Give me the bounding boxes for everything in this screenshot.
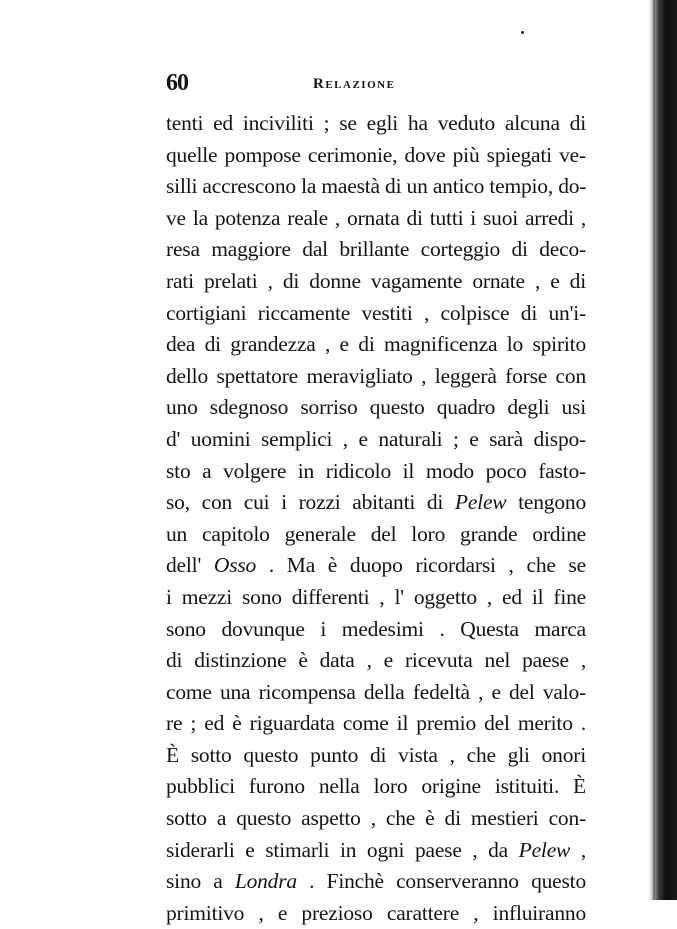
page-number: 60 [166,70,188,96]
text-line-1: tenti ed inciviliti ; se egli ha veduto alcuna di [166,111,586,135]
text-line-13-end: tengono [506,490,587,515]
text-line-21: È sotto questo punto di vista , che gli onori [166,742,586,767]
text-line-6: rati prelati , di donne vagamente ornate , e di [166,268,586,293]
text-line-2: quelle pompose cerimonie, dove più spiegati ve- [166,142,586,167]
text-line-15-end: . Ma è duopo ricordarsi , che se [256,553,586,578]
text-line-7: cortigiani riccamente vestiti , colpisce di un'i- [166,300,586,325]
text-line-26: primitivo , e prezioso carattere , influiranno [166,900,586,925]
text-line-25 [166,866,586,898]
text-line-11: d' uomini semplici , e naturali ; e sarà dispo- [166,426,586,451]
text-line-16: i mezzi sono differenti , l' oggetto , ed il fine [166,584,586,609]
text-line-19: come una ricompensa della fedeltà , e del valo- [166,679,586,704]
text-line-5: resa maggiore dal brillante corteggio di deco- [166,237,586,262]
text-line-9: dello spettatore meravigliato , leggerà forse con [166,363,586,388]
text-line-25-start: sino a [166,869,235,894]
text-line-23: sotto a questo aspetto , che è di mestieri con- [166,806,586,831]
text-line-24-start: siderarli e stimarli in ogni paese , da [166,837,519,862]
order-name-osso: Osso [213,553,257,578]
text-line-25-end: . Finchè conserveranno questo [296,869,587,894]
text-line-10: uno sdegnoso sorriso questo quadro degli usi [166,395,586,420]
text-line-14: un capitolo generale del loro grande ordine [166,521,586,546]
text-line-22: pubblici furono nella loro origine istituiti. È [166,774,586,799]
text-line-15-start: dell' [166,553,214,578]
text-line-24 [166,835,586,867]
body-text [166,108,586,929]
ink-speck [521,31,524,34]
place-name-pelew: Pelew [454,490,507,515]
page-header [166,70,602,100]
text-line-4: ve la potenza reale , ornata di tutti i suoi arredi , [166,205,586,230]
text-line-15 [166,550,586,582]
text-line-12: sto a volgere in ridicolo il modo poco fasto- [166,458,586,483]
text-line-8: dea di grandezza , e di magnificenza lo spirito [166,332,586,357]
text-line-17: sono dovunque i medesimi . Questa marca [166,616,586,641]
text-line-13 [166,487,586,519]
text-line-3: silli accrescono la maestà di un antico tempio, do- [166,174,587,199]
text-line-20: re ; ed è riguardata come il premio del merito . [166,711,586,736]
text-line-24-end: , [570,837,587,862]
text-line-18: di distinzione è data , e ricevuta nel paese , [166,648,586,673]
place-name-londra: Londra [234,869,297,894]
running-head: Relazione [313,76,396,92]
text-line-13-start: so, con cui i rozzi abitanti di [166,490,455,515]
place-name-pelew-2: Pelew [518,837,571,862]
page-edge-line [653,0,655,900]
